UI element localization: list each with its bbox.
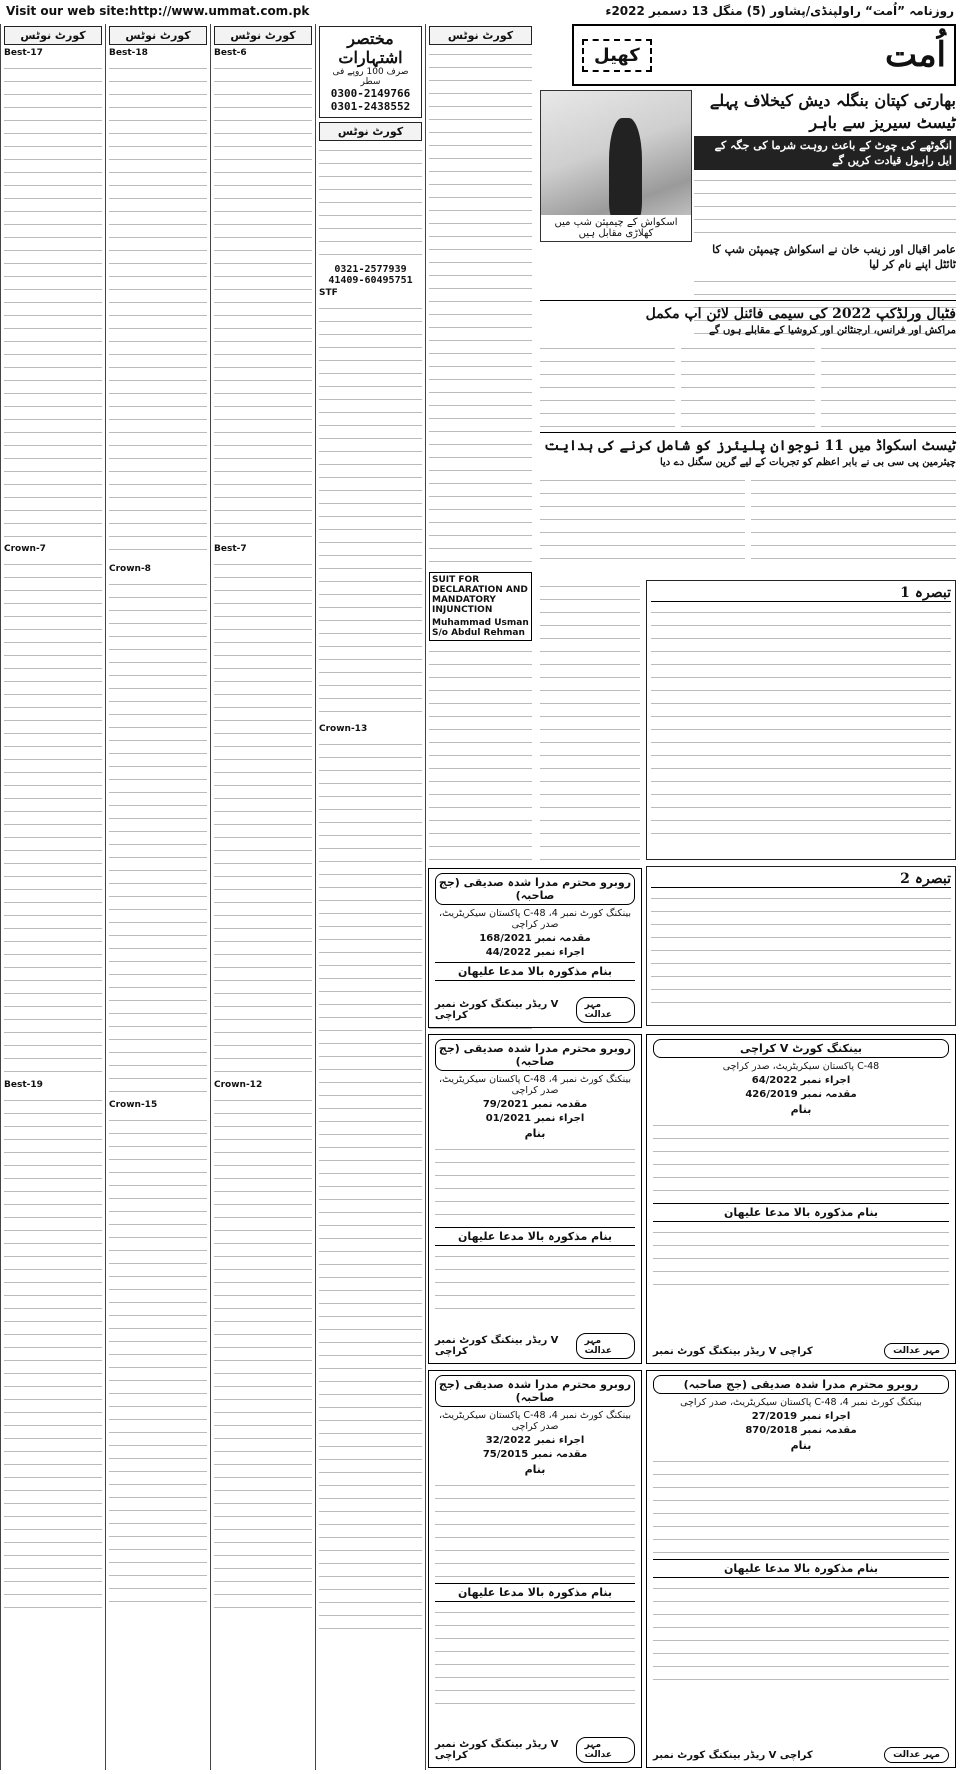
classified-column-1: [0, 24, 105, 1770]
notice-place: بینکنگ کورٹ نمبر 4، 48-C پاکستان سیکریٹریٹ، صدر کراچی: [680, 1397, 922, 1408]
ad-phone-2[interactable]: 0301-2438552: [330, 100, 411, 113]
ad-phone-1[interactable]: 0300-2149766: [330, 87, 411, 100]
commentary-body: [651, 892, 951, 1012]
notice-exec-number: اجراء نمبر 64/2022: [751, 1075, 851, 1086]
notice-body: [435, 1606, 635, 1706]
ad-phone-4[interactable]: 41409-60495751: [328, 275, 413, 286]
sports-masthead: [572, 24, 956, 86]
notice-exec-number: اجراء نمبر 32/2022: [485, 1435, 585, 1446]
notice-vs: بنام: [524, 1463, 546, 1476]
column-code: Best-17: [4, 48, 43, 58]
court-seal: مہر عدالت: [576, 1333, 635, 1359]
notice-place: 48-C پاکستان سیکریٹریٹ، صدر کراچی: [722, 1061, 880, 1072]
classified-ad-box: [319, 26, 422, 118]
notice-exec-number: اجراء نمبر 44/2022: [485, 947, 585, 958]
court-seal: مہر عدالت: [576, 1737, 635, 1763]
column-text-block: [109, 1114, 207, 1614]
notice-signature: ریڈر بینکنگ کورٹ نمبر V کراچی: [435, 1335, 559, 1357]
website-link[interactable]: Visit our web site:http://www.ummat.com.pk: [6, 4, 310, 18]
notice-body: [435, 1250, 635, 1320]
notice-respondents: بنام مذکورہ بالا مدعا علیھان: [435, 1227, 635, 1246]
column-text-block: [319, 144, 422, 264]
notice-case-number: مقدمہ نمبر 79/2021: [482, 1099, 588, 1110]
notice-signature: ریڈر بینکنگ کورٹ نمبر V کراچی: [435, 999, 559, 1021]
column-code: Best-6: [214, 48, 247, 58]
lead-story: [694, 90, 956, 234]
notice-body: [435, 1143, 635, 1223]
column-code: Crown-12: [214, 1080, 263, 1090]
suit-title: SUIT FOR DECLARATION AND MANDATORY INJUNCTION: [432, 575, 528, 615]
squash-photo: [540, 90, 692, 242]
top-bar: [0, 0, 960, 22]
football-subhead: مراکش اور فرانس، ارجنٹائن اور کروشیا کے مقابلے ہوں گے: [708, 325, 956, 336]
column-code: Crown-7: [4, 544, 46, 554]
test-subhead: چیئرمین پی سی بی نے بابر اعظم کو تجربات کے لیے گرین سگنل دے دیا: [659, 457, 956, 468]
notice-exec-number: اجراء نمبر 27/2019: [751, 1411, 851, 1422]
ad-phone-3[interactable]: 0321-2577939: [334, 264, 407, 275]
column-code: Best-7: [214, 544, 247, 554]
classified-column-3: [210, 24, 315, 1770]
test-headline: ٹیسٹ اسکواڈ میں 11 نوجوان پلیئرز کو شامل کرنے کی ہدایت: [544, 438, 956, 454]
column-code: Crown-15: [109, 1100, 158, 1110]
notice-case-number: مقدمہ نمبر 168/2021: [479, 933, 591, 944]
column-text-block: [319, 738, 422, 1638]
column-code: Crown-8: [109, 564, 151, 574]
notice-case-number: مقدمہ نمبر 75/2015: [482, 1449, 588, 1460]
lead-headline: بھارتی کپتان بنگلہ دیش کیخلاف پہلے ٹیسٹ سیریز سے باہر: [709, 91, 956, 132]
column-header: کورٹ نوٹس: [109, 26, 207, 45]
notice-body: [653, 1455, 949, 1555]
column-text-block: [214, 558, 312, 1078]
notice-footer: [653, 1747, 949, 1763]
column-text-block: [429, 48, 532, 568]
notice-court: بینکنگ کورٹ V کراچی: [653, 1039, 949, 1058]
commentary-box-1: [646, 580, 956, 860]
notice-respondents: بنام مذکورہ بالا مدعا علیھان: [653, 1203, 949, 1222]
middle-body: [540, 580, 640, 860]
suit-notice: [429, 572, 532, 641]
notice-footer: [653, 1343, 949, 1359]
notice-place: بینکنگ کورٹ نمبر 4، 48-C پاکستان سیکریٹریٹ، صدر کراچی: [439, 1074, 631, 1096]
notice-footer: [435, 997, 635, 1023]
notice-respondents: بنام مذکورہ بالا مدعا علیھان: [435, 1583, 635, 1602]
court-notice-3: [646, 1034, 956, 1364]
notice-court: روبرو محترم مدرا شدہ صدیقی (جج صاحبہ): [435, 873, 635, 905]
notice-respondents: بنام مذکورہ بالا مدعا علیھان: [435, 962, 635, 981]
notice-vs: بنام: [790, 1103, 812, 1116]
football-story: [540, 300, 956, 432]
column-code: STF: [319, 288, 338, 298]
notice-respondents: بنام مذکورہ بالا مدعا علیھان: [653, 1559, 949, 1578]
notice-place: بینکنگ کورٹ نمبر 4، 48-C پاکستان سیکریٹریٹ، صدر کراچی: [439, 1410, 631, 1432]
dateline: روزنامہ ”اُمت“ راولپنڈی/پشاور (5) منگل 13 دسمبر 2022ء: [605, 4, 954, 18]
ad-rate: صرف 100 روپے فی سطر: [332, 67, 409, 87]
column-code: Crown-13: [319, 724, 368, 734]
player-figure: [609, 118, 642, 223]
football-body: [681, 342, 816, 432]
column-header: کورٹ نوٹس: [319, 122, 422, 141]
lead-body: [694, 174, 956, 234]
middle-text-column: [540, 580, 640, 860]
court-notice-4: [428, 1370, 642, 1768]
column-text-block: [109, 62, 207, 562]
football-body: [821, 342, 956, 432]
classified-column-4: [315, 24, 425, 1770]
side-headline: عامر اقبال اور زینب خان نے اسکواش چیمپئن شپ کا ٹائٹل اپنے نام کر لیا: [712, 243, 956, 271]
court-notice-1: [428, 868, 642, 1028]
notice-body: [653, 1226, 949, 1296]
column-text-block: [4, 1094, 102, 1614]
notice-place: بینکنگ کورٹ نمبر 4، 48-C پاکستان سیکریٹریٹ، صدر کراچی: [439, 908, 631, 930]
commentary-title: تبصرہ 2: [651, 871, 951, 888]
section-title: کھیل: [582, 39, 652, 72]
column-header: کورٹ نوٹس: [4, 26, 102, 45]
notice-body: [435, 1479, 635, 1579]
court-seal: مہر عدالت: [576, 997, 635, 1023]
notice-vs: بنام: [790, 1439, 812, 1452]
classified-column-2: [105, 24, 210, 1770]
notice-body: [653, 1582, 949, 1682]
column-header: کورٹ نوٹس: [429, 26, 532, 45]
test-squad-story: [540, 432, 956, 564]
notice-body: [653, 1119, 949, 1199]
suit-plaintiff: Muhammad Usman S/o Abdul Rehman: [432, 618, 529, 638]
column-text-block: [109, 578, 207, 1098]
notice-signature: ریڈر بینکنگ کورٹ نمبر V کراچی: [653, 1345, 813, 1357]
column-code: Best-19: [4, 1080, 43, 1090]
ad-title: مختصر اشتہارات: [338, 29, 403, 67]
column-header: کورٹ نوٹس: [214, 26, 312, 45]
notice-vs: بنام: [524, 1127, 546, 1140]
column-code: Best-18: [109, 48, 148, 58]
court-notice-2: [428, 1034, 642, 1364]
newspaper-logo: اُمت: [884, 35, 946, 75]
photo-caption: اسکواش کے چیمپئن شپ میں کھلاڑی مقابل ہیں: [541, 215, 691, 241]
notice-case-number: مقدمہ نمبر 870/2018: [745, 1425, 857, 1436]
notice-signature: ریڈر بینکنگ کورٹ نمبر V کراچی: [435, 1739, 559, 1761]
test-body: [751, 474, 956, 564]
column-text-block: [214, 1094, 312, 1614]
notice-footer: [435, 1737, 635, 1763]
commentary-title: تبصرہ 1: [651, 585, 951, 602]
commentary-body: [651, 606, 951, 846]
lead-subhead: انگوٹھے کی چوٹ کے باعث روہت شرما کی جگہ کے ایل راہول قیادت کریں گے: [694, 136, 956, 170]
notice-case-number: مقدمہ نمبر 426/2019: [745, 1089, 857, 1100]
notice-court: روبرو محترم مدرا شدہ صدیقی (جج صاحبہ): [435, 1039, 635, 1071]
court-seal: مہر عدالت: [884, 1343, 949, 1359]
column-text-block: [214, 62, 312, 542]
notice-footer: [435, 1333, 635, 1359]
football-body: [540, 342, 675, 432]
column-text-block: [4, 558, 102, 1078]
column-text-block: [4, 62, 102, 542]
column-text-block: [319, 302, 422, 722]
football-headline: فٹبال ورلڈکپ 2022 کی سیمی فائنل لائن اپ مکمل: [645, 306, 956, 322]
notice-court: روبرو محترم مدرا شدہ صدیقی (جج صاحبہ): [653, 1375, 949, 1394]
notice-signature: ریڈر بینکنگ کورٹ نمبر V کراچی: [653, 1749, 813, 1761]
notice-exec-number: اجراء نمبر 01/2021: [485, 1113, 585, 1124]
test-body: [540, 474, 745, 564]
court-notice-5: [646, 1370, 956, 1768]
court-seal: مہر عدالت: [884, 1747, 949, 1763]
notice-court: روبرو محترم مدرا شدہ صدیقی (جج صاحبہ): [435, 1375, 635, 1407]
commentary-box-2: [646, 866, 956, 1026]
